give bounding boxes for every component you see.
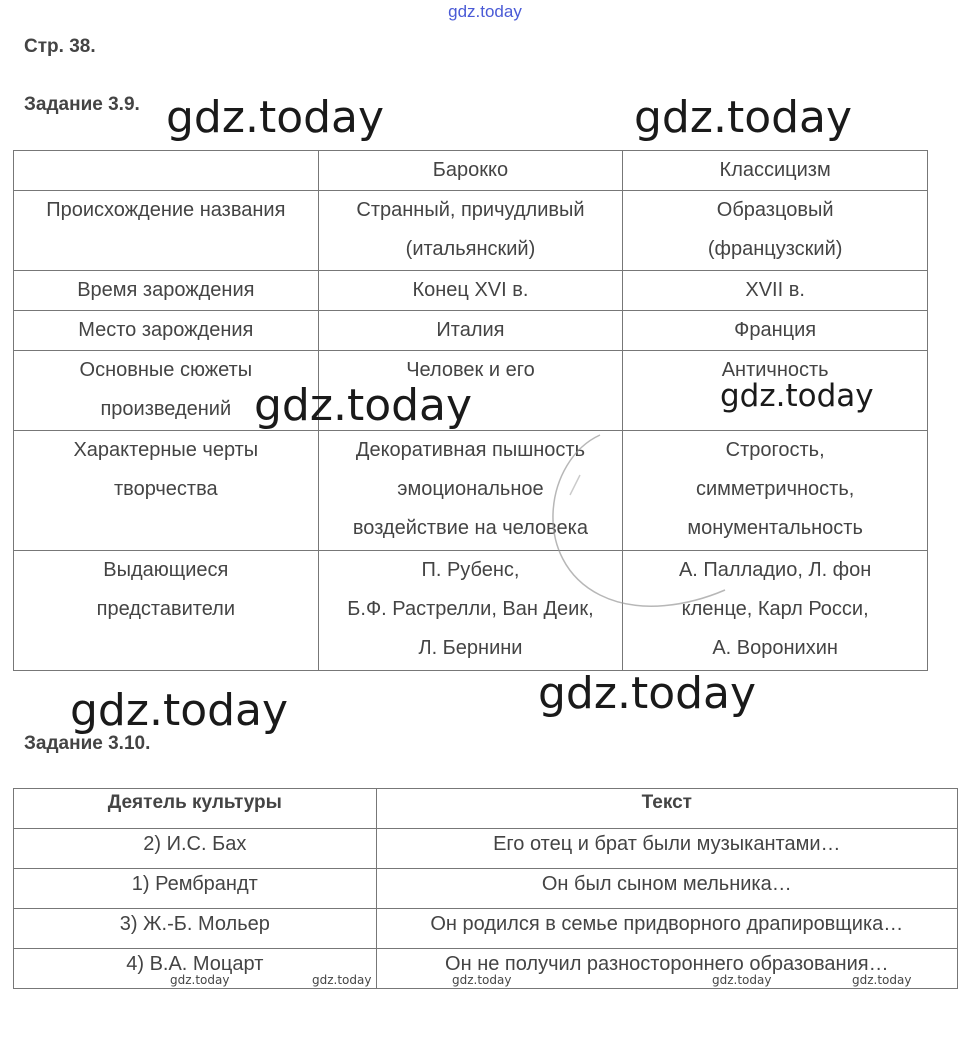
cell-line: Декоративная пышность [355,439,585,461]
cell-line: Л. Бернини [418,637,523,659]
figure-cell: 1) Рембрандт [14,869,377,909]
table-row [14,909,958,949]
cell-line: Конец XVI в. [412,279,529,301]
watermark-small: gdz.today [712,973,772,987]
row-label-cell [14,551,319,671]
cell-line: произведений [100,398,232,420]
classicism-cell [623,191,928,271]
text-cell: Его отец и брат были музыкантами… [376,829,957,869]
cell-line: Античность [721,359,829,381]
header-cell-text: Текст [376,789,957,829]
watermark: gdz.today [70,685,289,736]
cell-line: А. Палладио, Л. фон [678,559,872,581]
table-culture-figures [13,788,958,989]
watermark: gdz.today [254,380,473,431]
table-row [14,551,928,671]
cell-line: А. Воронихин [712,637,838,659]
table-row [14,829,958,869]
watermark: gdz.today [166,92,385,143]
cell-line: Человек и его [406,359,535,381]
figure-cell: 3) Ж.-Б. Мольер [14,909,377,949]
cell-line: Основные сюжеты [79,359,253,381]
cell-line: воздействие на человека [352,517,588,539]
text-cell: Он родился в семье придворного драпировщика… [376,909,957,949]
text-cell: Он не получил разностороннего образования… [376,949,957,989]
table-row [14,191,928,271]
cell-line: Время зарождения [77,279,255,301]
cell-line: Строгость, [725,439,825,461]
cell-line: Характерные черты [73,439,259,461]
watermark-small: gdz.today [312,973,372,987]
figure-cell: 2) И.С. Бах [14,829,377,869]
watermark-small: gdz.today [452,973,512,987]
classicism-cell [623,271,928,311]
cell-line: представители [96,598,236,620]
cell-line: Б.Ф. Растрелли, Ван Деик, [347,598,594,620]
cell-line: Образцовый [716,199,834,221]
cell-line: Италия [436,319,505,341]
header-cell-empty [14,151,319,191]
figure-cell: 4) В.А. Моцарт [14,949,377,989]
table-row [14,869,958,909]
baroque-cell [318,311,623,351]
table-row [14,311,928,351]
watermark-small: gdz.today [170,973,230,987]
page-label: Стр. 38. [24,36,96,57]
cell-line: кленце, Карл Росси, [681,598,869,620]
table-row [14,271,928,311]
cell-line: симметричность, [695,478,855,500]
cell-line: (французский) [707,238,843,260]
cell-line: Странный, причудливый [356,199,585,221]
cell-line: XVII в. [745,279,805,301]
cell-line: Происхождение названия [46,199,286,221]
classicism-cell [623,311,928,351]
text-cell: Он был сыном мельника… [376,869,957,909]
cell-line: Выдающиеся [103,559,229,581]
cell-line: Франция [734,319,817,341]
row-label-cell [14,311,319,351]
task-3-9-title: Задание 3.9. [24,94,140,115]
baroque-cell [318,191,623,271]
watermark: gdz.today [720,378,874,414]
header-cell-figure: Деятель культуры [14,789,377,829]
cell-line: эмоциональное [397,478,544,500]
watermark: gdz.today [634,92,853,143]
scribble-mark [540,420,730,620]
table-header-row [14,151,928,191]
row-label-cell [14,271,319,311]
table-row [14,431,928,551]
row-label-cell [14,431,319,551]
task-3-10-title: Задание 3.10. [24,733,151,754]
watermark-small: gdz.today [852,973,912,987]
cell-line: монументальность [687,517,863,539]
cell-line: (итальянский) [405,238,536,260]
header-cell-classicism: Классицизм [623,151,928,191]
cell-line: Место зарождения [78,319,254,341]
cell-line: творчества [114,478,218,500]
table-header-row [14,789,958,829]
watermark: gdz.today [538,668,757,719]
row-label-cell [14,191,319,271]
cell-line: П. Рубенс, [421,559,520,581]
baroque-cell [318,271,623,311]
header-cell-baroque: Барокко [318,151,623,191]
top-watermark: gdz.today [448,2,522,21]
